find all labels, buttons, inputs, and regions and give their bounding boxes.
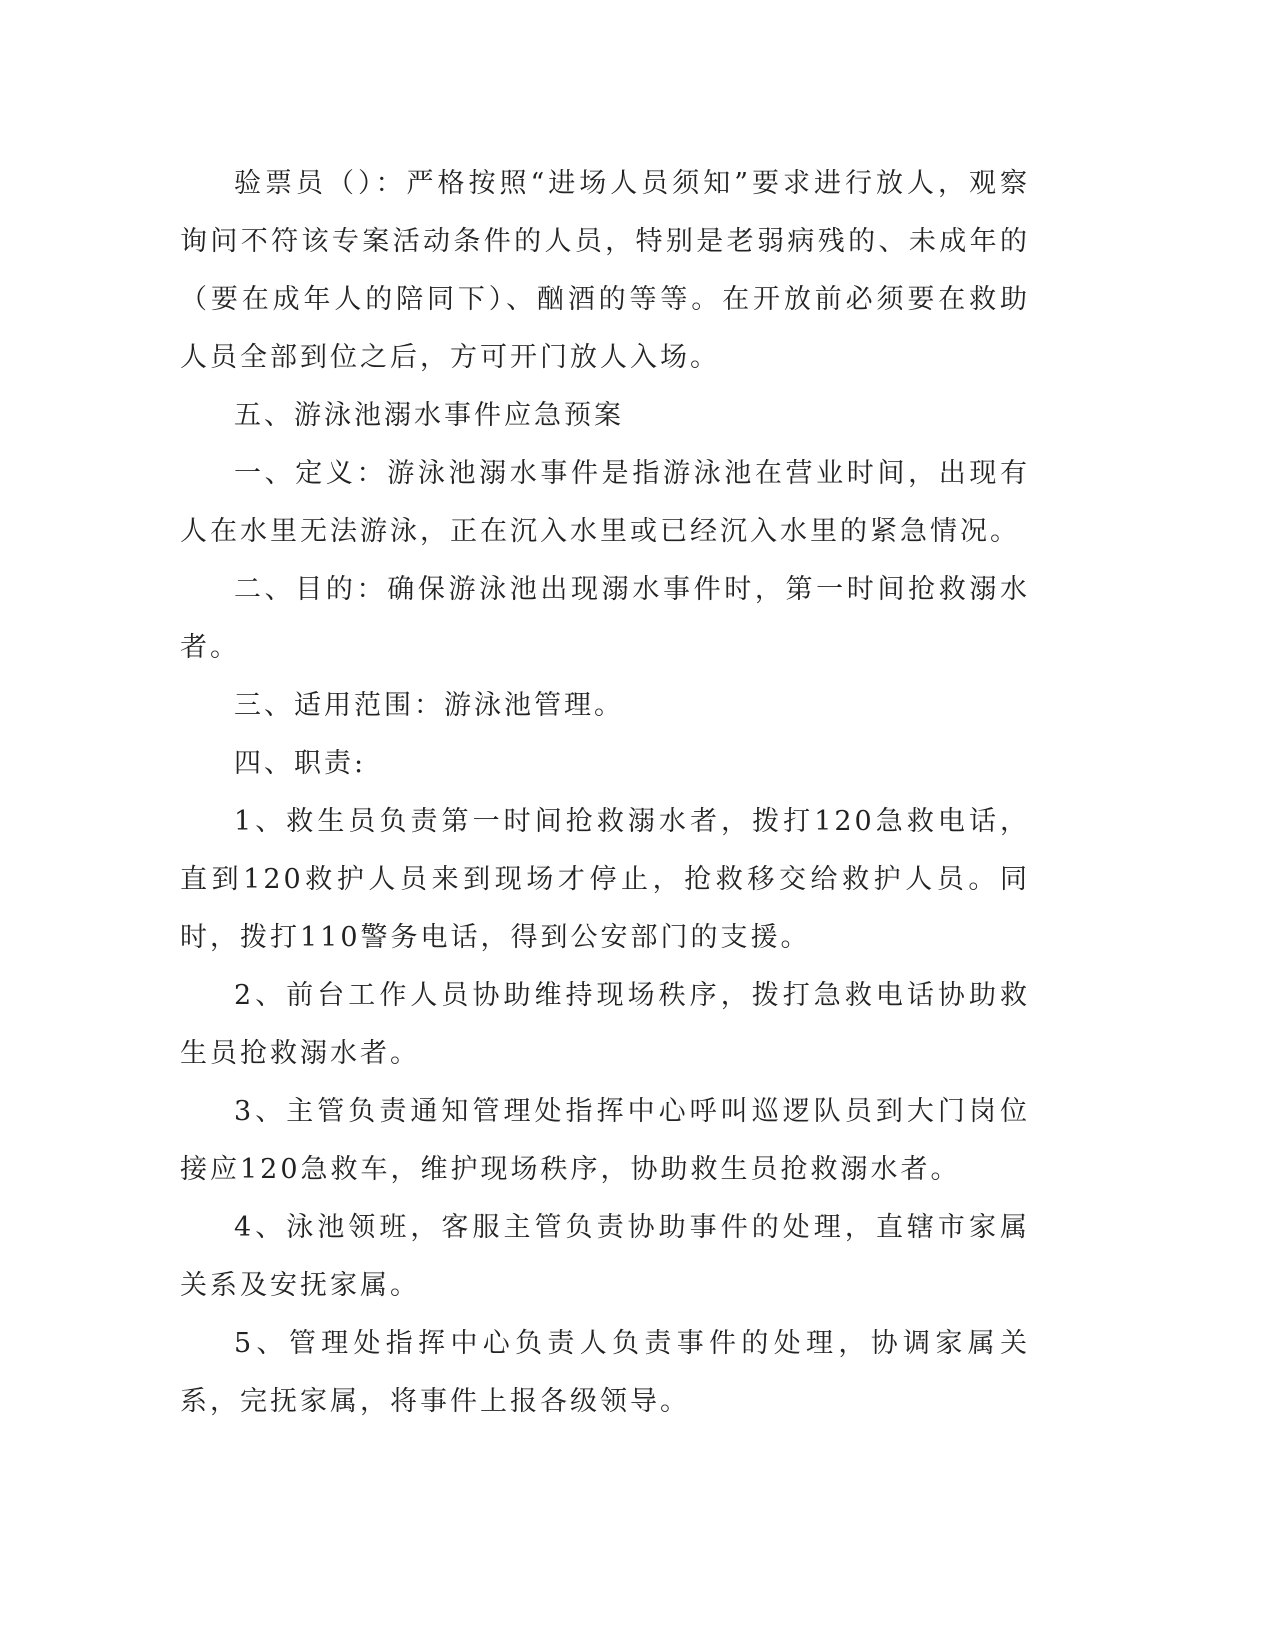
paragraph-duty-1: 1、救生员负责第一时间抢救溺水者，拨打120急救电话，直到120救护人员来到现场才停止，抢救移交给救护人员。同时，拨打110警务电话，得到公安部门的支援。 xyxy=(180,806,1030,953)
paragraph-duty-4: 4、泳池领班，客服主管负责协助事件的处理，直辖市家属关系及安抚家属。 xyxy=(180,1212,1030,1301)
paragraph-duty-2: 2、前台工作人员协助维持现场秩序，拨打急救电话协助救生员抢救溺水者。 xyxy=(180,980,1030,1069)
paragraph-duty-3: 3、主管负责通知管理处指挥中心呼叫巡逻队员到大门岗位接应120急救车，维护现场秩序，协助救生员抢救溺水者。 xyxy=(180,1096,1030,1185)
document-body xyxy=(180,155,1030,1431)
paragraph-duty-5: 5、管理处指挥中心负责人负责事件的处理，协调家属关系，完抚家属，将事件上报各级领导。 xyxy=(180,1328,1030,1417)
paragraph-ticket-checker: 验票员（）：严格按照“进场人员须知”要求进行放人，观察询问不符该专案活动条件的人员，特别是老弱病残的、未成年的（要在成年人的陪同下）、酗酒的等等。在开放前必须要在救助人员全部到位之后，方可开门放人入场。 xyxy=(180,168,1030,373)
heading-responsibilities: 四、职责: xyxy=(234,748,367,779)
paragraph-scope: 三、适用范围：游泳池管理。 xyxy=(234,690,624,721)
section-heading-emergency-plan: 五、游泳池溺水事件应急预案 xyxy=(234,400,624,431)
paragraph-definition: 一、定义：游泳池溺水事件是指游泳池在营业时间，出现有人在水里无法游泳，正在沉入水里或已经沉入水里的紧急情况。 xyxy=(180,458,1030,547)
paragraph-purpose: 二、目的：确保游泳池出现溺水事件时，第一时间抢救溺水者。 xyxy=(180,574,1030,663)
